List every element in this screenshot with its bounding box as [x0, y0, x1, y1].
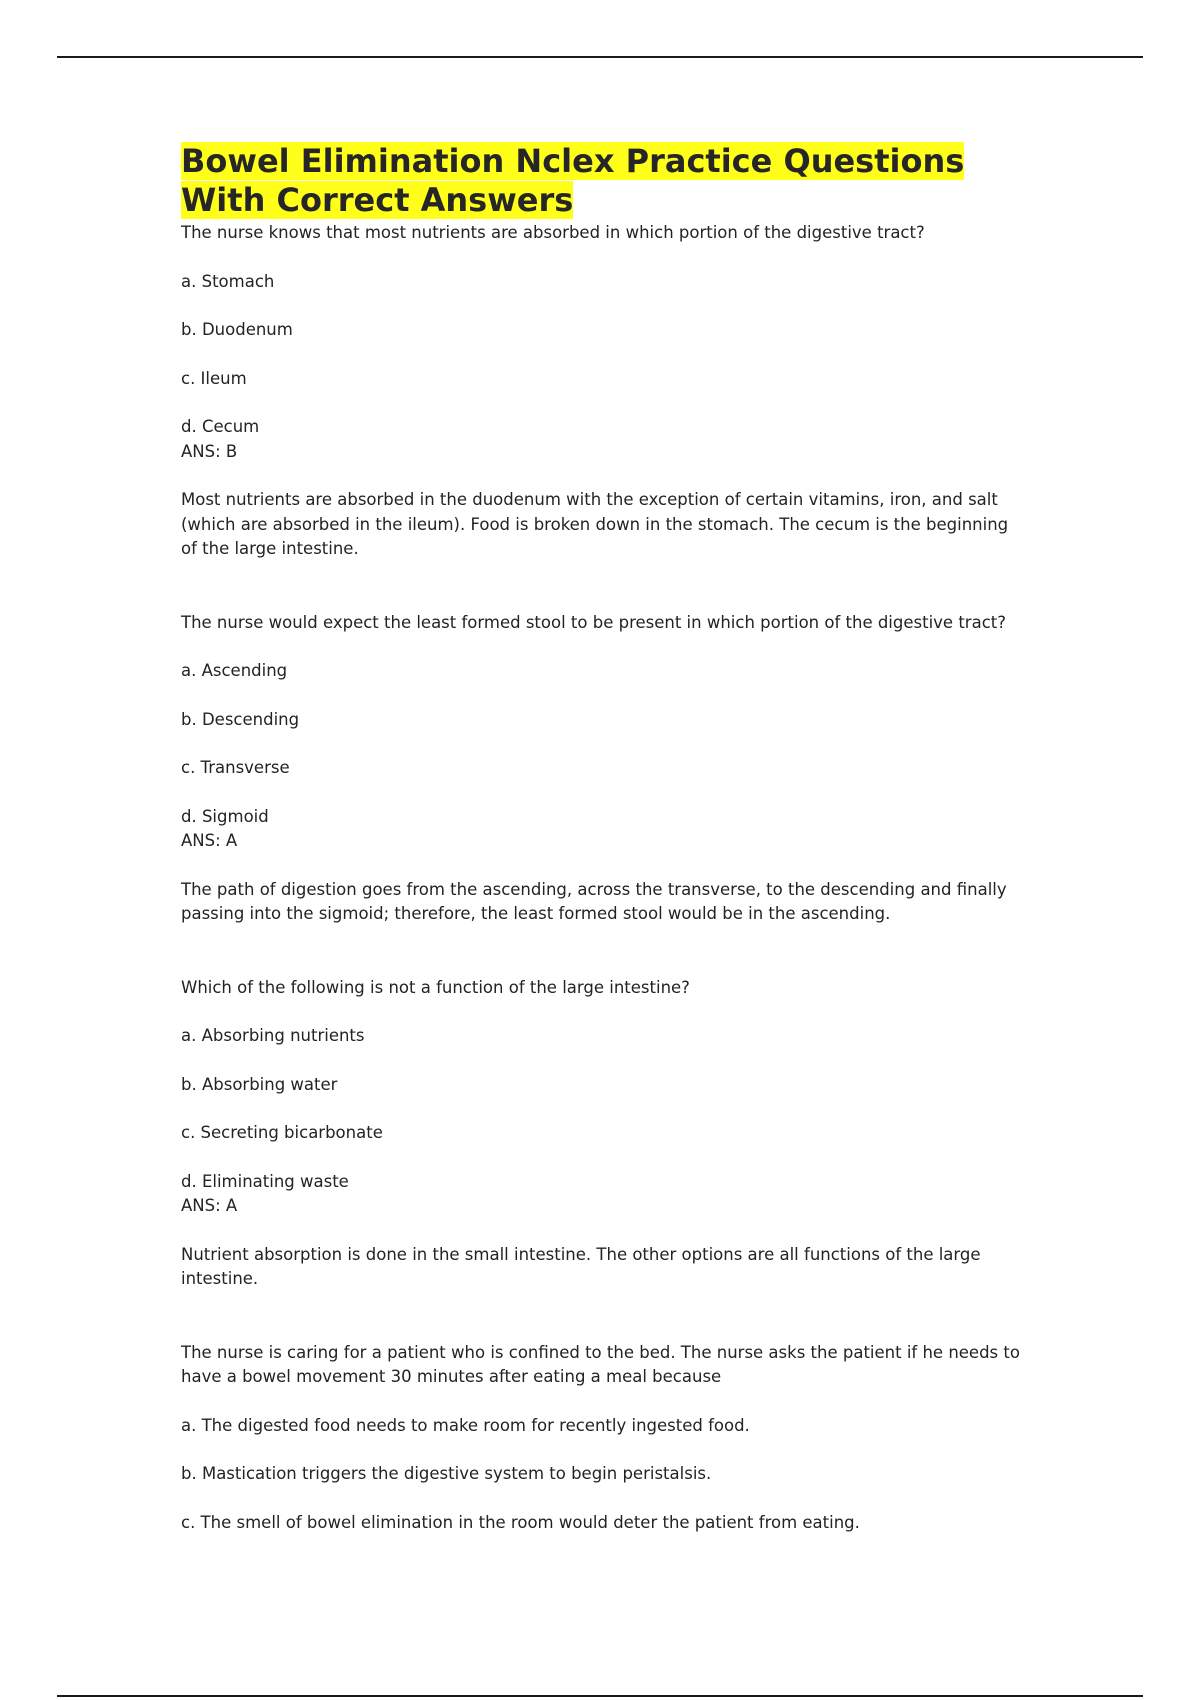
answer-key: ANS: A	[181, 831, 238, 850]
question-block	[181, 976, 1021, 1292]
bottom-rule	[57, 1695, 1143, 1697]
option-b: b. Duodenum	[181, 320, 293, 339]
rationale: Nutrient absorption is done in the small intestine. The other options are all functions of the large intestine.	[181, 1244, 981, 1288]
question-stem: The nurse would expect the least formed stool to be present in which portion of the digestive tract?	[181, 612, 1006, 632]
question-stem: Which of the following is not a function of the large intestine?	[181, 977, 690, 997]
option-list	[181, 270, 1021, 440]
question-stem: The nurse knows that most nutrients are absorbed in which portion of the digestive tract?	[181, 223, 925, 242]
option-b: b. Mastication triggers the digestive system to begin peristalsis.	[181, 1464, 712, 1483]
answer-key: ANS: A	[181, 1196, 238, 1215]
rationale: Most nutrients are absorbed in the duodenum with the exception of certain vitamins, iron, and salt (which are absorbed in the ileum). Food is broken down in the stomach. The cecum is the beginning of the large intestine.	[181, 490, 1009, 558]
document-title	[181, 142, 1021, 220]
option-b: b. Descending	[181, 709, 300, 729]
option-a: a. Stomach	[181, 271, 275, 291]
question-block	[181, 1341, 1021, 1536]
option-d: d. Cecum	[181, 417, 260, 436]
option-a: a. The digested food needs to make room for recently ingested food.	[181, 1415, 750, 1435]
option-d: d. Sigmoid	[181, 806, 269, 826]
option-c: c. Secreting bicarbonate	[181, 1123, 383, 1142]
question-block	[181, 221, 1021, 562]
question-stem: The nurse is caring for a patient who is confined to the bed. The nurse asks the patient if he needs to have a bowel movement 30 minutes after eating a meal because	[181, 1342, 1020, 1386]
option-c: c. Ileum	[181, 368, 247, 388]
option-list	[181, 1414, 1021, 1536]
option-c: c. Transverse	[181, 758, 290, 777]
option-b: b. Absorbing water	[181, 1074, 338, 1094]
title-highlight: Bowel Elimination Nclex Practice Questions With Correct Answers	[181, 142, 965, 219]
rationale: The path of digestion goes from the ascending, across the transverse, to the descending and finally passing into the sigmoid; therefore, the least formed stool would be in the ascending.	[181, 879, 1007, 923]
option-c: c. The smell of bowel elimination in the room would deter the patient from eating.	[181, 1512, 860, 1532]
top-rule	[57, 56, 1143, 58]
answer-key: ANS: B	[181, 441, 238, 461]
document-page	[181, 142, 1021, 1535]
option-list	[181, 659, 1021, 829]
option-d: d. Eliminating waste	[181, 1171, 349, 1191]
option-a: a. Absorbing nutrients	[181, 1026, 365, 1045]
option-list	[181, 1024, 1021, 1194]
question-block	[181, 611, 1021, 927]
option-a: a. Ascending	[181, 661, 288, 680]
